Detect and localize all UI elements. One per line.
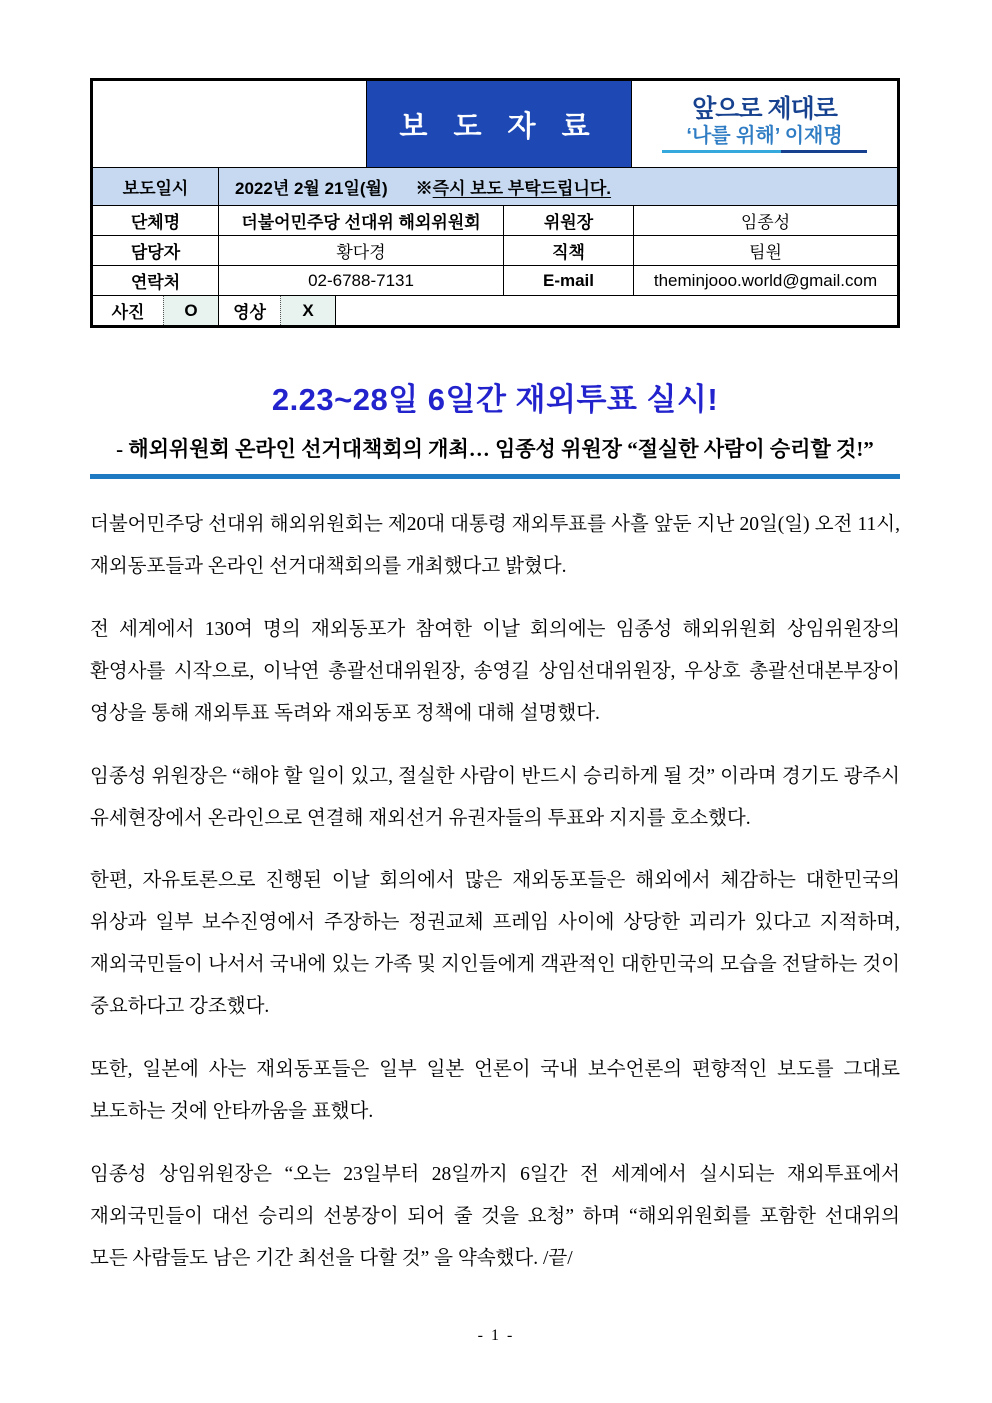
photo-flag: O xyxy=(163,296,218,325)
email-value: theminjooo.world@gmail.com xyxy=(633,266,897,295)
title-divider-rule xyxy=(90,474,900,479)
note-prefix: ※ xyxy=(415,179,433,198)
phone-value: 02-6788-7131 xyxy=(218,266,503,295)
video-flag: X xyxy=(280,296,335,325)
article-subtitle: - 해외위원회 온라인 선거대책회의 개최… 임종성 위원장 “절실한 사람이 승리할 것!” xyxy=(116,437,874,461)
media-empty-cell xyxy=(335,296,897,325)
body-paragraph: 임종성 위원장은 “해야 할 일이 있고, 절실한 사람이 반드시 승리하게 될 것” 이라며 경기도 광주시 유세현장에서 온라인으로 연결해 재외선거 유권자들의 투표와 지지를 호소했다. xyxy=(90,765,900,829)
org-value: 더불어민주당 선대위 해외위원회 xyxy=(218,206,503,235)
logo-candidate: ‘나를 위해’ 이재명 xyxy=(686,125,843,148)
photo-label: 사진 xyxy=(111,303,145,322)
body-paragraph: 한편, 자유토론으로 진행된 이날 회의에서 많은 재외동포들은 해외에서 체감하는 대한민국의 위상과 일부 보수진영에서 주장하는 정권교체 프레임 사이에 상당한 괴리가 있다고 지적하며, 재외국민들이 나서서 국내에 있는 가족 및 지인들에게 객관적인 대한민국의 모습을 전달하는 것이 중요하다고 강조했다. xyxy=(90,870,900,1018)
contact-person-value: 황다경 xyxy=(218,236,503,265)
banner-title: 보 도 자 료 xyxy=(399,110,599,143)
header-row xyxy=(93,81,897,167)
video-label: 영상 xyxy=(218,296,280,325)
org-label: 단체명 xyxy=(130,213,181,232)
logo-underline xyxy=(662,150,867,153)
contact-person-row xyxy=(93,235,897,265)
email-label: E-mail xyxy=(503,266,633,295)
organization-row xyxy=(93,205,897,235)
chairman-label: 위원장 xyxy=(503,206,633,235)
logo-slogan: 앞으로 제대로 xyxy=(692,94,837,123)
release-date-note xyxy=(416,174,611,199)
chairman-value: 임종성 xyxy=(633,206,897,235)
body-paragraph: 임종성 상임위원장은 “오는 23일부터 28일까지 6일간 전 세계에서 실시되는 재외투표에서 재외국민들이 대선 승리의 선봉장이 되어 줄 것을 요청” 하며 “해외위원회를 포함한 선대위의 모든 사람들도 남은 기간 최선을 다할 것” 을 약속했다. /끝/ xyxy=(90,1163,900,1269)
press-info-table xyxy=(90,78,900,328)
note-underlined: 즉시 보도 부탁드립니다. xyxy=(432,179,612,198)
position-value: 팀원 xyxy=(633,236,897,265)
article-body xyxy=(90,504,900,1280)
release-date-value-cell xyxy=(218,168,897,205)
contact-person-label: 담당자 xyxy=(130,243,181,262)
release-date-label: 보도일시 xyxy=(122,179,189,198)
body-paragraph: 더불어민주당 선대위 해외위원회는 제20대 대통령 재외투표를 사흘 앞둔 지난 20일(일) 오전 11시, 재외동포들과 온라인 선거대책회의를 개최했다고 밝혔다. xyxy=(90,514,900,577)
media-row xyxy=(93,295,897,325)
phone-label: 연락처 xyxy=(130,273,181,292)
release-date-value: 2022년 2월 21일(월) xyxy=(235,179,388,198)
phone-row xyxy=(93,265,897,295)
body-paragraph: 전 세계에서 130여 명의 재외동포가 참여한 이날 회의에는 임종성 해외위원회 상임위원장의 환영사를 시작으로, 이낙연 총괄선대위원장, 송영길 상임선대위원장, 우상호 총괄선대본부장이 영상을 통해 재외투표 독려와 재외동포 정책에 대해 설명했다. xyxy=(90,618,900,724)
body-paragraph: 또한, 일본에 사는 재외동포들은 일부 일본 언론이 국내 보수언론의 편향적인 보도를 그대로 보도하는 것에 안타까움을 표했다. xyxy=(90,1059,900,1123)
release-date-row xyxy=(93,167,897,205)
header-empty-cell xyxy=(93,81,366,167)
article-title: 2.23~28일 6일간 재외투표 실시! xyxy=(271,382,719,417)
page-number: - 1 - xyxy=(477,1327,515,1344)
press-release-banner xyxy=(366,81,631,167)
party-logo xyxy=(631,81,897,167)
position-label: 직책 xyxy=(503,236,633,265)
